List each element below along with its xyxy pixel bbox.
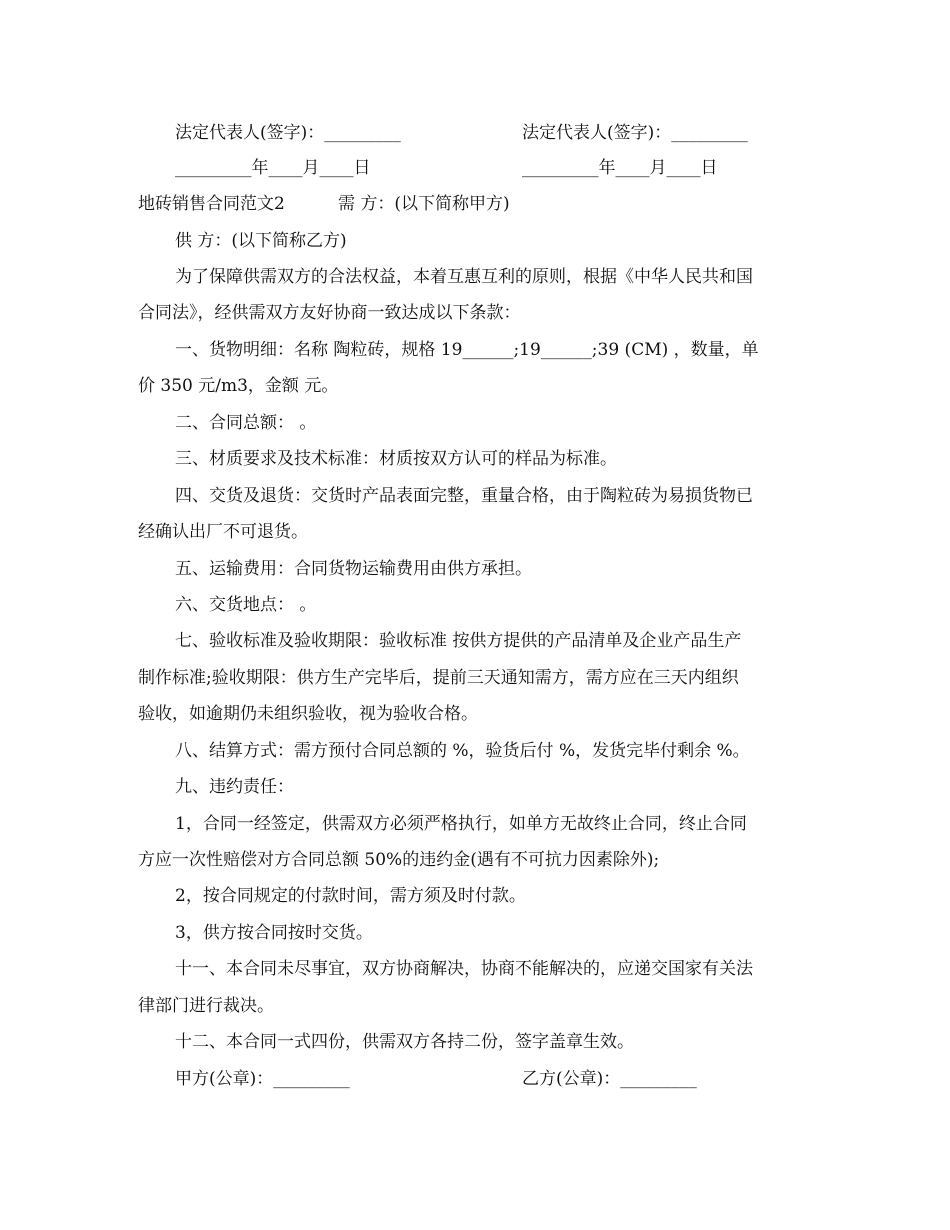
clause-6: 六、交货地点： 。 (175, 595, 317, 615)
right-signature-date: _________年____月____日 (522, 158, 718, 178)
buyer-line: 需 方：(以下简称甲方) (338, 194, 510, 214)
clause-5: 五、运输费用：合同货物运输费用由供方承担。 (175, 559, 532, 579)
clause-9-item-2: 2，按合同规定的付款时间，需方须及时付款。 (175, 886, 526, 906)
document-title: 地砖销售合同范文2 (138, 194, 285, 214)
clause-9-item-1-line-1: 1，合同一经签定，供需双方必须严格执行，如单方无故终止合同，终止合同 (175, 814, 747, 834)
intro-line-1: 为了保障供需双方的合法权益，本着互惠互利的原则，根据《中华人民共和国 (175, 267, 753, 287)
clause-11-line-1: 十一、本合同未尽事宜，双方协商解决，协商不能解决的，应递交国家有关法 (175, 959, 753, 979)
clause-4-line-2: 经确认出厂不可退货。 (138, 522, 308, 542)
clause-7-line-2: 制作标准;验收期限：供方生产完毕后，提前三天通知需方，需方应在三天内组织 (138, 668, 739, 688)
left-signature-date: _________年____月____日 (175, 158, 371, 178)
clause-9-item-3: 3，供方按合同按时交货。 (175, 923, 373, 943)
intro-line-2: 合同法》，经供需双方友好协商一致达成以下条款： (138, 303, 521, 323)
clause-9: 九、违约责任： (175, 777, 294, 797)
clause-11-line-2: 律部门进行裁决。 (138, 996, 274, 1016)
clause-7-line-3: 验收，如逾期仍未组织验收，视为验收合格。 (138, 704, 478, 724)
clause-3: 三、材质要求及技术标准：材质按双方认可的样品为标准。 (175, 449, 617, 469)
clause-9-item-1-line-2: 方应一次性赔偿对方合同总额 50%的违约金(遇有不可抗力因素除外); (138, 850, 660, 870)
party-a-seal: 甲方(公章)：_________ (175, 1069, 350, 1089)
party-b-seal: 乙方(公章)：_________ (522, 1069, 697, 1089)
clause-2: 二、合同总额： 。 (175, 413, 317, 433)
clause-7-line-1: 七、验收标准及验收期限：验收标准 按供方提供的产品清单及企业产品生产 (175, 631, 742, 651)
seller-line: 供 方：(以下简称乙方) (175, 231, 347, 251)
clause-12: 十二、本合同一式四份，供需双方各持二份，签字盖章生效。 (175, 1032, 634, 1052)
right-representative-signature: 法定代表人(签字)：_________ (522, 123, 748, 143)
left-representative-signature: 法定代表人(签字)：_________ (175, 123, 401, 143)
clause-1-line-1: 一、货物明细：名称 陶粒砖，规格 19______;19______;39 (CM) ，数量，单 (175, 340, 759, 360)
clause-1-line-2: 价 350 元/m3，金额 元。 (138, 376, 339, 396)
clause-8: 八、结算方式：需方预付合同总额的 %，验货后付 %，发货完毕付剩余 %。 (175, 741, 750, 761)
clause-4-line-1: 四、交货及退货：交货时产品表面完整，重量合格，由于陶粒砖为易损货物已 (175, 486, 753, 506)
